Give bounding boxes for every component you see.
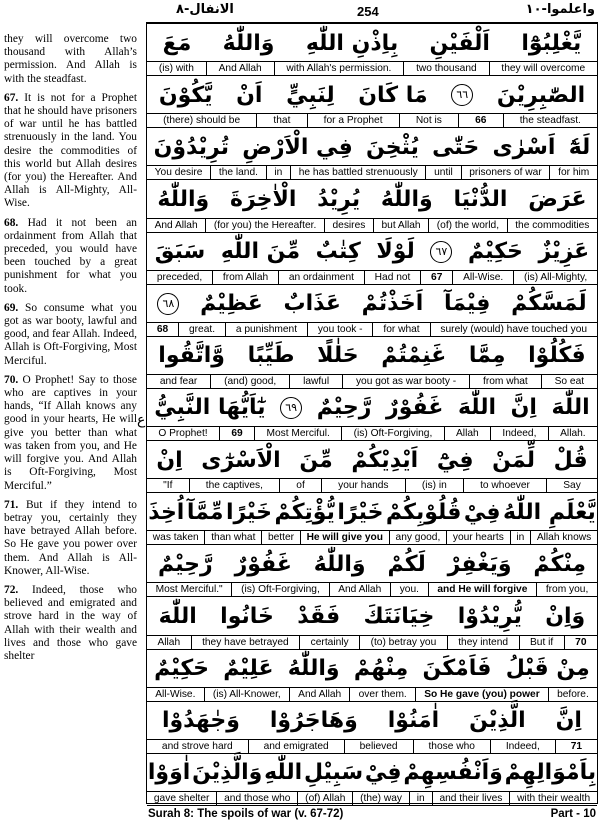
arabic-line	[147, 597, 597, 635]
arabic-word: يٰٓاَيُّهَا النَّبِيُّ	[154, 395, 266, 421]
arabic-word: يُرِيْدُ	[317, 186, 361, 212]
translation-text: It is not for a Prophet that he should have prisoners of war until he has battled strenuously in the land. You desire the commodities of this world but Allah desires (for you) the Hereafter. And Allah is All-Mighty, All-Wise.	[4, 91, 137, 210]
gloss-cell: before.	[548, 688, 597, 701]
gloss-cell: great.	[178, 323, 225, 336]
gloss-cell: "If	[163, 480, 173, 492]
gloss-cell: Indeed,	[490, 740, 555, 753]
gloss-cell: desires	[324, 219, 373, 232]
page-number: 254	[357, 4, 379, 19]
arabic-word: فِيْ	[463, 499, 501, 525]
arabic-word: اِنَّ	[555, 708, 582, 734]
gloss-line	[147, 791, 597, 805]
gloss-cell: Most Merciful.	[254, 427, 341, 440]
arabic-word: لَمَسَّكُمْ	[511, 291, 587, 317]
arabic-word: غَفُوْرٌ	[234, 551, 292, 577]
arabic-word: رَّحِيْمٌ	[157, 551, 213, 577]
verse-number: 67.	[4, 91, 19, 104]
ayah-marker: ٦٩	[280, 397, 302, 419]
translation-column	[4, 33, 137, 669]
arabic-word: مِمَّا	[468, 343, 506, 369]
arabic-word: اللّٰهَ	[158, 604, 197, 630]
arabic-word: رَّحِيْمٌ	[316, 395, 372, 421]
gloss-cell: your hearts	[446, 531, 510, 544]
gloss-cell: (is) with	[158, 63, 194, 75]
gloss-cell: All-Wise.	[452, 271, 513, 284]
gloss-cell: and those who	[216, 792, 297, 805]
arabic-word: اَنْ	[236, 82, 263, 108]
part-caption: Part - 10	[550, 808, 596, 820]
gloss-line	[147, 530, 597, 544]
arabic-word: حَكِيْمٌ	[154, 656, 210, 682]
gloss-cell: (is) in	[405, 479, 463, 492]
arabic-line	[147, 650, 597, 688]
arabic-word: لِّمَنْ	[492, 447, 535, 473]
arabic-word: قُلُوْبِكُمْ	[385, 499, 462, 525]
gloss-cell: He will give you	[300, 531, 389, 544]
verse-number: 71.	[4, 498, 19, 511]
gloss-cell: All-Wise.	[155, 688, 196, 700]
arabic-line	[147, 389, 597, 427]
arabic-word: اٰمَنُوْا	[387, 708, 440, 734]
arabic-word: اَلْفَيْنِ	[429, 30, 490, 56]
gloss-cell: he has battled strenuously	[290, 166, 425, 179]
arabic-word: فِيْٓ	[436, 447, 474, 473]
arabic-word: اُخِذَ	[148, 499, 185, 525]
arabic-word: بِاَمْوَالِهِمْ	[504, 760, 597, 786]
arabic-word: الصّٰبِرِيْنَ	[496, 82, 586, 108]
ayah-marker: ٦٦	[451, 84, 473, 106]
arabic-word: اللّٰهَ	[457, 395, 497, 421]
ruku-mark: ع	[137, 412, 146, 428]
gloss-cell: but Allah	[373, 219, 428, 232]
arabic-word: الدُّنْيَا	[453, 186, 508, 212]
gloss-line	[147, 374, 597, 388]
arabic-word: اِنْ	[156, 447, 183, 473]
arabic-word: عَرَضَ	[528, 186, 587, 212]
arabic-word: يَّكُوْنَ	[158, 82, 213, 108]
gloss-cell: in	[510, 531, 530, 544]
translation-paragraph	[4, 374, 137, 493]
arabic-line	[147, 285, 597, 323]
arabic-word: اَيْدِيْكُمْ	[351, 447, 419, 473]
gloss-cell: in	[409, 792, 432, 805]
verse-row	[147, 233, 597, 285]
translation-text: O Prophet! Say to those who are captives in your hands, “If Allah knows any good in your hearts, He will give you better than what was taken from you, and He will forgive you. And Allah is Oft-Forgiving, Most Merciful.”	[4, 373, 137, 492]
arabic-line	[147, 545, 597, 583]
arabic-word: مِنْهُمْ	[353, 656, 409, 682]
gloss-cell: any good,	[389, 531, 446, 544]
verse-row	[147, 180, 597, 232]
gloss-cell: You desire	[154, 167, 203, 179]
gloss-cell: (is) Oft-Forgiving,	[341, 427, 443, 440]
arabic-word: بِاِذْنِ اللّٰهِ	[305, 30, 399, 56]
gloss-cell: of	[279, 479, 321, 492]
arabic-word: عَلِيْمٌ	[223, 656, 274, 682]
translation-paragraph	[4, 92, 137, 211]
translation-text: they will overcome two thousand with Allah’s permission. And Allah is with the steadfast.	[4, 33, 137, 85]
gloss-cell: for a Prophet	[307, 114, 399, 127]
gloss-cell: two thousand	[403, 62, 488, 75]
arabic-word: الْاَسْرٰٓى	[201, 447, 281, 473]
gloss-cell: your hands	[321, 479, 405, 492]
gloss-cell: surely (would) have touched you	[430, 323, 597, 336]
gloss-cell: until	[425, 166, 460, 179]
gloss-cell: and strove hard	[161, 740, 233, 752]
arabic-word: يَّغْلِبُوْٓا	[521, 30, 582, 56]
gloss-cell: Allah.	[548, 427, 597, 440]
verse-number: 72.	[4, 583, 19, 596]
translation-paragraph	[4, 499, 137, 578]
word-by-word-grid	[146, 22, 598, 804]
verse-number: 69.	[4, 301, 19, 314]
page-header	[0, 0, 607, 22]
arabic-line	[147, 441, 597, 479]
arabic-word: يُثْخِنَ	[365, 134, 419, 160]
verse-number: 68.	[4, 216, 19, 229]
gloss-cell: they intend	[447, 636, 519, 649]
gloss-cell: than what	[204, 531, 261, 544]
arabic-word: وَاللّٰهُ	[313, 551, 366, 577]
translation-text: Indeed, those who believed and emigrated and strove hard in the way of Allah with their wealth and lives and those who gave shelter	[4, 583, 137, 662]
gloss-cell: with Allah's permission.	[274, 62, 404, 75]
gloss-line	[147, 478, 597, 492]
arabic-word: اللّٰهَ	[551, 395, 590, 421]
gloss-line	[147, 582, 597, 596]
gloss-line	[147, 426, 597, 440]
gloss-verse-number: 70	[564, 636, 597, 649]
arabic-word: فِي الْاَرْضِ	[242, 134, 353, 160]
gloss-cell: and He will forgive	[428, 583, 536, 596]
gloss-cell: So eat	[541, 375, 597, 388]
gloss-cell: (the) way	[352, 792, 409, 805]
arabic-word: وَّاتَّقُوا	[158, 343, 225, 369]
verse-row	[147, 24, 597, 76]
gloss-cell: and emigrated	[248, 740, 344, 753]
arabic-line	[147, 76, 597, 114]
arabic-word: مِّنَ اللّٰهِ	[220, 239, 301, 265]
arabic-word: الْاٰخِرَةَ	[229, 186, 297, 212]
gloss-cell: better	[261, 531, 300, 544]
gloss-cell: a punishment	[225, 323, 307, 336]
arabic-word: مِّنَ	[299, 447, 333, 473]
gloss-cell: (is) All-Knower,	[204, 688, 289, 701]
ayah-marker: ٦٧	[430, 241, 452, 263]
gloss-cell: prisoners of war	[461, 166, 550, 179]
gloss-cell: O Prophet!	[158, 428, 208, 440]
translation-paragraph	[4, 33, 137, 86]
gloss-cell: those who	[413, 740, 490, 753]
arabic-word: يُّؤْتِكُمْ	[274, 499, 335, 525]
gloss-cell: to whoever	[463, 479, 546, 492]
translation-text: Had it not been an ordainment from Allah that preceded, you would have been touched by a great punishment for what you took.	[4, 216, 137, 295]
arabic-word: وَاللّٰهُ	[157, 186, 210, 212]
gloss-cell: with their wealth	[509, 792, 597, 805]
arabic-word: وَيَغْفِرْ	[447, 551, 512, 577]
verse-row	[147, 285, 597, 337]
gloss-cell: and fear	[159, 375, 198, 387]
verse-row	[147, 128, 597, 180]
gloss-cell: over them.	[349, 688, 415, 701]
arabic-word: مِنْ قَبْلُ	[505, 656, 590, 682]
arabic-word: اَخَذْتُمْ	[361, 291, 424, 317]
verse-row	[147, 650, 597, 702]
gloss-cell: And Allah	[154, 219, 198, 231]
gloss-cell: certainly	[299, 636, 359, 649]
arabic-word: طَيِّبًا	[247, 343, 295, 369]
arabic-word: غَنِمْتُمْ	[381, 343, 447, 369]
gloss-cell: (to) betray you	[359, 636, 447, 649]
surah-heading: الانفال-٨	[176, 2, 234, 17]
gloss-cell: the steadfast.	[503, 114, 597, 127]
gloss-cell: (is) All-Mighty,	[513, 271, 597, 284]
arabic-word: وَاَنْفُسِهِمْ	[403, 760, 503, 786]
arabic-word: مَا كَانَ	[358, 82, 428, 108]
arabic-word: وَجٰهَدُوْا	[161, 708, 240, 734]
gloss-line	[147, 61, 597, 75]
gloss-line	[147, 739, 597, 753]
gloss-cell: And Allah	[206, 62, 274, 75]
verse-row	[147, 754, 597, 806]
juz-heading: واعلموا-١٠	[525, 2, 595, 17]
gloss-cell: And Allah	[329, 583, 390, 596]
arabic-word: عَذَابٌ	[283, 291, 341, 317]
arabic-word: اَسْرٰى	[492, 134, 556, 160]
arabic-word: يَّعْلَمِ اللّٰهُ	[503, 499, 596, 525]
translation-text: So consume what you got as war booty, lawful and good, and fear Allah. Indeed, Allah is Oft-Forgiving, Most Merciful.	[4, 301, 137, 367]
verse-row	[147, 597, 597, 649]
surah-caption: Surah 8: The spoils of war (v. 67-72)	[148, 808, 344, 820]
arabic-word: حَتّٰى	[432, 134, 480, 160]
gloss-cell: the captives,	[189, 479, 280, 492]
gloss-cell: So He gave (you) power	[415, 688, 548, 701]
arabic-word: عَظِيْمٌ	[200, 291, 263, 317]
gloss-cell: from Allah	[212, 271, 278, 284]
gloss-cell: Allah	[157, 636, 181, 648]
arabic-line	[147, 128, 597, 166]
gloss-cell: Say	[546, 479, 597, 492]
gloss-cell: Allah	[444, 427, 490, 440]
gloss-cell: for what	[372, 323, 429, 336]
gloss-cell: (and) good,	[210, 375, 289, 388]
arabic-word: خِيَانَتَكَ	[363, 604, 435, 630]
gloss-cell: from you,	[536, 583, 597, 596]
gloss-line	[147, 635, 597, 649]
arabic-word: قُلْ	[553, 447, 588, 473]
gloss-cell: and their lives	[432, 792, 510, 805]
arabic-word: حَكِيْمٌ	[468, 239, 523, 265]
gloss-cell: believed	[344, 740, 413, 753]
verse-number: 70.	[4, 373, 19, 386]
verse-row	[147, 389, 597, 441]
gloss-verse-number: 69	[219, 427, 254, 440]
gloss-cell: an ordainment	[278, 271, 364, 284]
gloss-cell: (of) the world,	[428, 219, 506, 232]
arabic-word: غَفُوْرٌ	[386, 395, 444, 421]
arabic-word: سَبِيْلِ	[303, 760, 364, 786]
gloss-cell: they will overcome	[489, 62, 597, 75]
arabic-word: فَاَمْكَنَ	[422, 656, 492, 682]
arabic-word: وَالَّذِيْنَ	[192, 760, 263, 786]
arabic-word: اللّٰهِ	[264, 760, 303, 786]
gloss-cell: was taken	[152, 532, 199, 544]
gloss-cell: you got as war booty -	[342, 375, 469, 388]
gloss-cell: (there) should be	[163, 115, 241, 127]
arabic-word: وَاِنْ	[545, 604, 586, 630]
arabic-word: مِّمَّآ	[186, 499, 224, 525]
gloss-cell: from what	[469, 375, 541, 388]
gloss-cell: in	[266, 166, 290, 179]
gloss-cell: you.	[390, 583, 428, 596]
gloss-cell: Not is	[399, 114, 458, 127]
translation-paragraph	[4, 302, 137, 368]
gloss-cell: Indeed,	[490, 427, 548, 440]
translation-paragraph	[4, 217, 137, 296]
ayah-marker: ٦٨	[157, 293, 179, 315]
translation-paragraph	[4, 584, 137, 663]
arabic-word: فِيْمَآ	[444, 291, 491, 317]
gloss-line	[147, 113, 597, 127]
arabic-word: وَاللّٰهُ	[287, 656, 340, 682]
arabic-word: حَلٰلًا	[317, 343, 359, 369]
verse-row	[147, 493, 597, 545]
arabic-word: كِتٰبٌ	[315, 239, 361, 265]
arabic-line	[147, 233, 597, 271]
gloss-verse-number: 67	[420, 271, 452, 284]
arabic-word: سَبَقَ	[154, 239, 206, 265]
arabic-word: الَّذِيْنَ	[469, 708, 526, 734]
gloss-line	[147, 218, 597, 232]
arabic-word: وَاللّٰهُ	[380, 186, 433, 212]
arabic-word: فَكُلُوْا	[528, 343, 586, 369]
arabic-word: فَقَدْ	[297, 604, 341, 630]
gloss-cell: lawful	[289, 375, 342, 388]
gloss-cell: But if	[519, 636, 564, 649]
translation-text: But if they intend to betray you, certainly they have betrayed Allah before. So He gave you power over them. And Allah is All-Knower, All-Wise.	[4, 498, 137, 577]
verse-row	[147, 76, 597, 128]
arabic-line	[147, 754, 597, 792]
arabic-line	[147, 24, 597, 62]
arabic-word: اِنَّ	[510, 395, 537, 421]
arabic-line	[147, 337, 597, 375]
gloss-line	[147, 322, 597, 336]
arabic-word: خَيْرًا	[225, 499, 273, 525]
arabic-word: لِنَبِيٍّ	[286, 82, 335, 108]
arabic-word: وَهَاجَرُوْا	[269, 708, 358, 734]
arabic-word: لَهٗٓ	[568, 134, 591, 160]
gloss-line	[147, 165, 597, 179]
arabic-line	[147, 702, 597, 740]
gloss-line	[147, 687, 597, 701]
gloss-cell: for him	[549, 166, 597, 179]
arabic-word: لَوْلَا	[376, 239, 415, 265]
verse-row	[147, 337, 597, 389]
arabic-word: عَزِيْزٌ	[538, 239, 590, 265]
gloss-line	[147, 270, 597, 284]
arabic-line	[147, 180, 597, 218]
gloss-cell: that	[256, 114, 306, 127]
gloss-cell: (for you) the Hereafter.	[205, 219, 324, 232]
gloss-verse-number: 71	[555, 740, 597, 753]
gloss-cell: Allah knows	[530, 531, 597, 544]
arabic-word: لَكُمْ	[387, 551, 426, 577]
gloss-cell: Had not	[364, 271, 420, 284]
gloss-verse-number: 68	[156, 323, 169, 335]
gloss-cell: they have betrayed	[191, 636, 300, 649]
arabic-word: اٰوَوْا	[147, 760, 191, 786]
gloss-cell: gave shelter	[153, 792, 210, 804]
arabic-word: خَانُوا	[220, 604, 274, 630]
gloss-cell: (is) Oft-Forgiving,	[231, 583, 328, 596]
verse-row	[147, 545, 597, 597]
gloss-verse-number: 66	[458, 114, 503, 127]
arabic-word: يُّرِيْدُوْا	[457, 604, 522, 630]
verse-row	[147, 441, 597, 493]
gloss-cell: Most Merciful."	[155, 584, 223, 596]
arabic-word: وَاللّٰهُ	[222, 30, 275, 56]
arabic-word: خَيْرًا	[337, 499, 384, 525]
arabic-line	[147, 493, 597, 531]
gloss-cell: the commodities	[507, 219, 597, 232]
gloss-cell: (of) Allah	[297, 792, 352, 805]
gloss-cell: you took -	[307, 323, 373, 336]
arabic-word: تُرِيْدُوْنَ	[153, 134, 229, 160]
arabic-word: مِنْكُمْ	[533, 551, 587, 577]
gloss-cell: the land.	[210, 166, 266, 179]
arabic-word: فِيْ	[364, 760, 402, 786]
verse-row	[147, 702, 597, 754]
gloss-cell: preceded,	[156, 271, 203, 283]
arabic-word: مَعَ	[162, 30, 192, 56]
gloss-cell: And Allah	[289, 688, 349, 701]
